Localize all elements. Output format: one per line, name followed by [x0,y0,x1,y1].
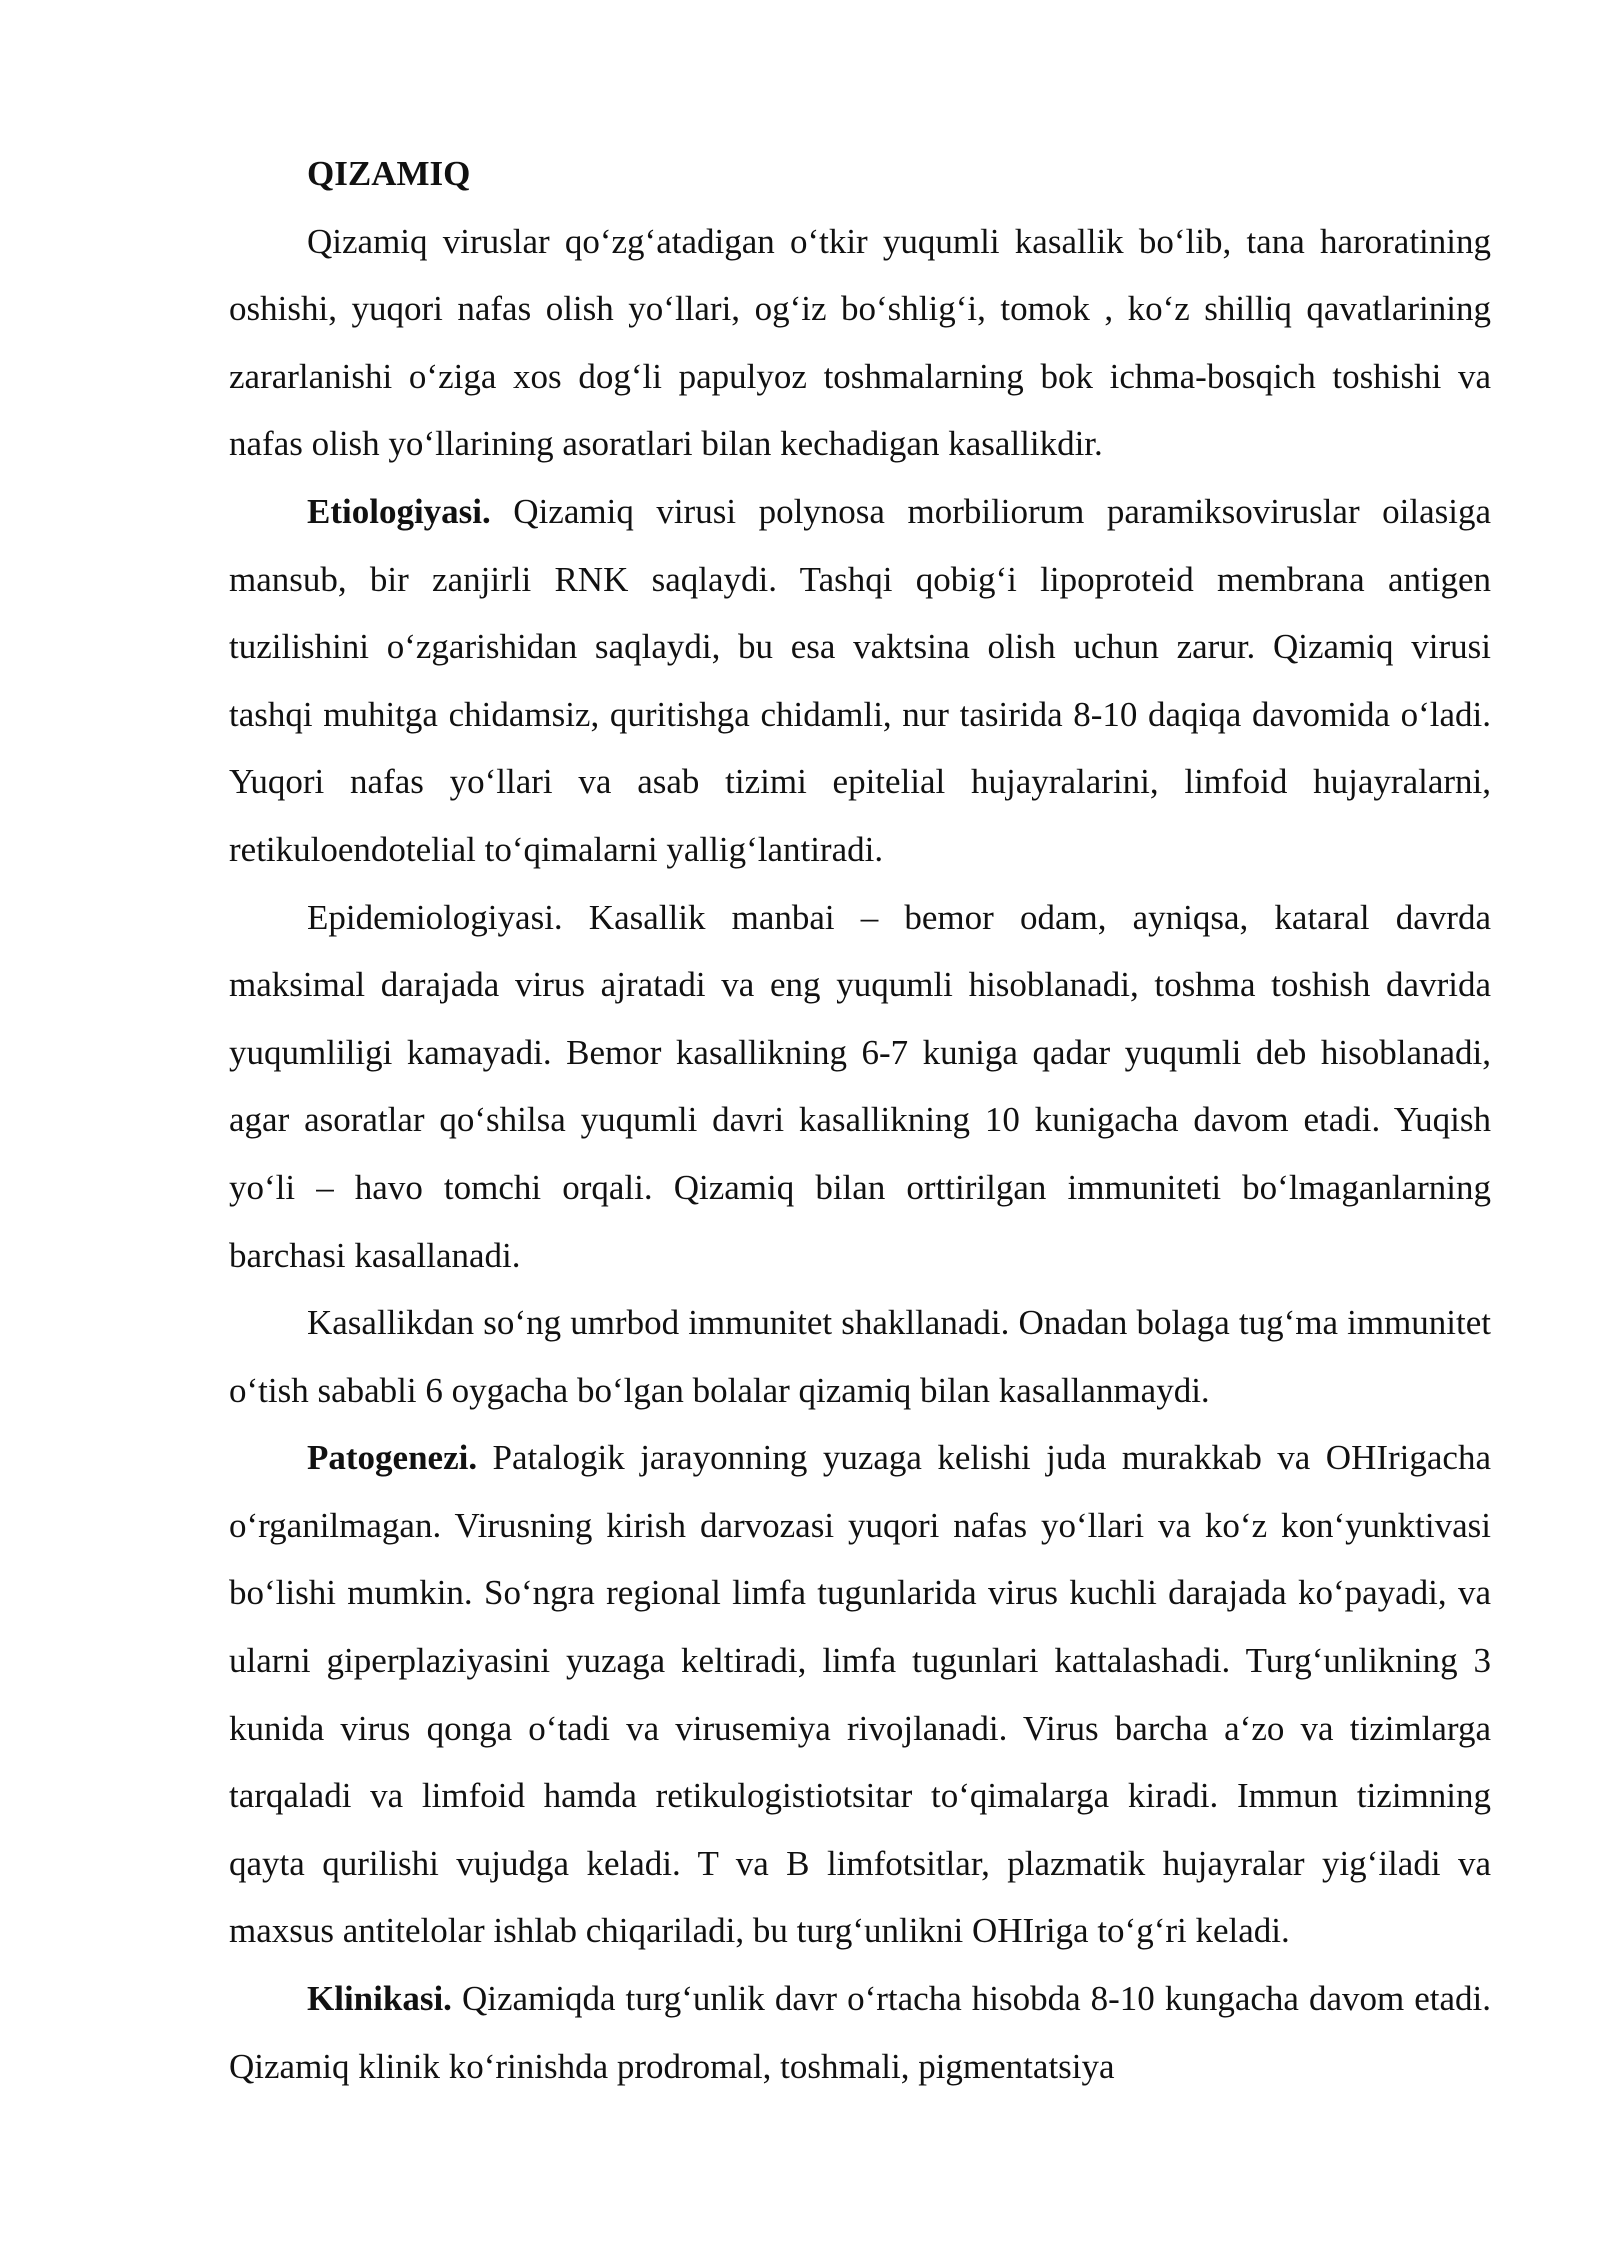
paragraph-immunity [229,1289,1491,1424]
paragraph-text: Patalogik jarayonning yuzaga kelishi juda murakkab va OHIrigacha o‘rganilmagan. Virusning kirish darvozasi yuqori nafas yo‘llari va ko‘z kon‘yunktivasi bo‘lishi mumkin. So‘ngra regional limfa tugunlarida virus kuchli darajada ko‘payadi, va ularni giperplaziyasini yuzaga keltiradi, limfa tugunlari kattalashadi. Turg‘unlikning 3 kunida virus qonga o‘tadi va virusemiya rivojlanadi. Virus barcha a‘zo va tizimlarga tarqaladi va limfoid hamda retikulogistiotsitar to‘qimalarga kiradi. Immun tizimning qayta qurilishi vujudga keladi. T va B limfotsitlar, plazmatik hujayralar yig‘iladi va maxsus antitelolar ishlab chiqariladi, bu turg‘unlikni OHIriga to‘g‘ri keladi. [229,1438,1491,1951]
paragraph-clinical [229,1965,1491,2100]
paragraph-pathogenesis [229,1424,1491,1965]
paragraph-text: Epidemiologiyasi. Kasallik manbai – bemor odam, ayniqsa, kataral davrda maksimal darajada virus ajratadi va eng yuqumli hisoblanadi, toshma toshish davrida yuqumliligi kamayadi. Bemor kasallikning 6-7 kuniga qadar yuqumli deb hisoblanadi, agar asoratlar qo‘shilsa yuqumli davri kasallikning 10 kunigacha davom etadi. Yuqish yo‘li – havo tomchi orqali. Qizamiq bilan orttirilgan immuniteti bo‘lmaganlarning barchasi kasallanadi. [229,897,1491,1275]
paragraph-epidemiology [229,884,1491,1290]
paragraph-text: Kasallikdan so‘ng umrbod immunitet shakllanadi. Onadan bolaga tug‘ma immunitet o‘tish sababli 6 oygacha bo‘lgan bolalar qizamiq bilan kasallanmaydi. [229,1303,1491,1410]
paragraph-lead-pathogenesis: Patogenezi. [307,1438,478,1478]
paragraph-lead-etiology: Etiologiyasi. [307,491,491,531]
paragraph-etiology [229,478,1491,884]
document-title: QIZAMIQ [307,154,471,193]
paragraph-text: Qizamiq viruslar qo‘zg‘atadigan o‘tkir yuqumli kasallik bo‘lib, tana haroratining oshishi, yuqori nafas olish yo‘llari, og‘iz bo‘shlig‘i, tomok , ko‘z shilliq qavatlarining zararlanishi o‘ziga xos dog‘li papulyoz toshmalarning bok ichma-bosqich toshishi va nafas olish yo‘llarining asoratlari bilan kechadigan kasallikdir. [229,221,1491,464]
paragraph-text: Qizamiqda turg‘unlik davr o‘rtacha hisobda 8-10 kungacha davom etadi. Qizamiq klinik ko‘rinishda prodromal, toshmali, pigmentatsiya [229,1979,1491,2086]
paragraph-lead-clinical: Klinikasi. [307,1979,452,2019]
paragraph-intro [229,208,1491,478]
paragraph-text: Qizamiq virusi polynosa morbiliorum paramiksoviruslar oilasiga mansub, bir zanjirli RNK saqlaydi. Tashqi qobig‘i lipoproteid membrana antigen tuzilishini o‘zgarishidan saqlaydi, bu esa vaktsina olish uchun zarur. Qizamiq virusi tashqi muhitga chidamsiz, quritishga chidamli, nur tasirida 8-10 daqiqa davomida o‘ladi. Yuqori nafas yo‘llari va asab tizimi epitelial hujayralarini, limfoid hujayralarni, retikuloendotelial to‘qimalarni yallig‘lantiradi. [229,491,1491,869]
document-page [229,140,1491,2100]
